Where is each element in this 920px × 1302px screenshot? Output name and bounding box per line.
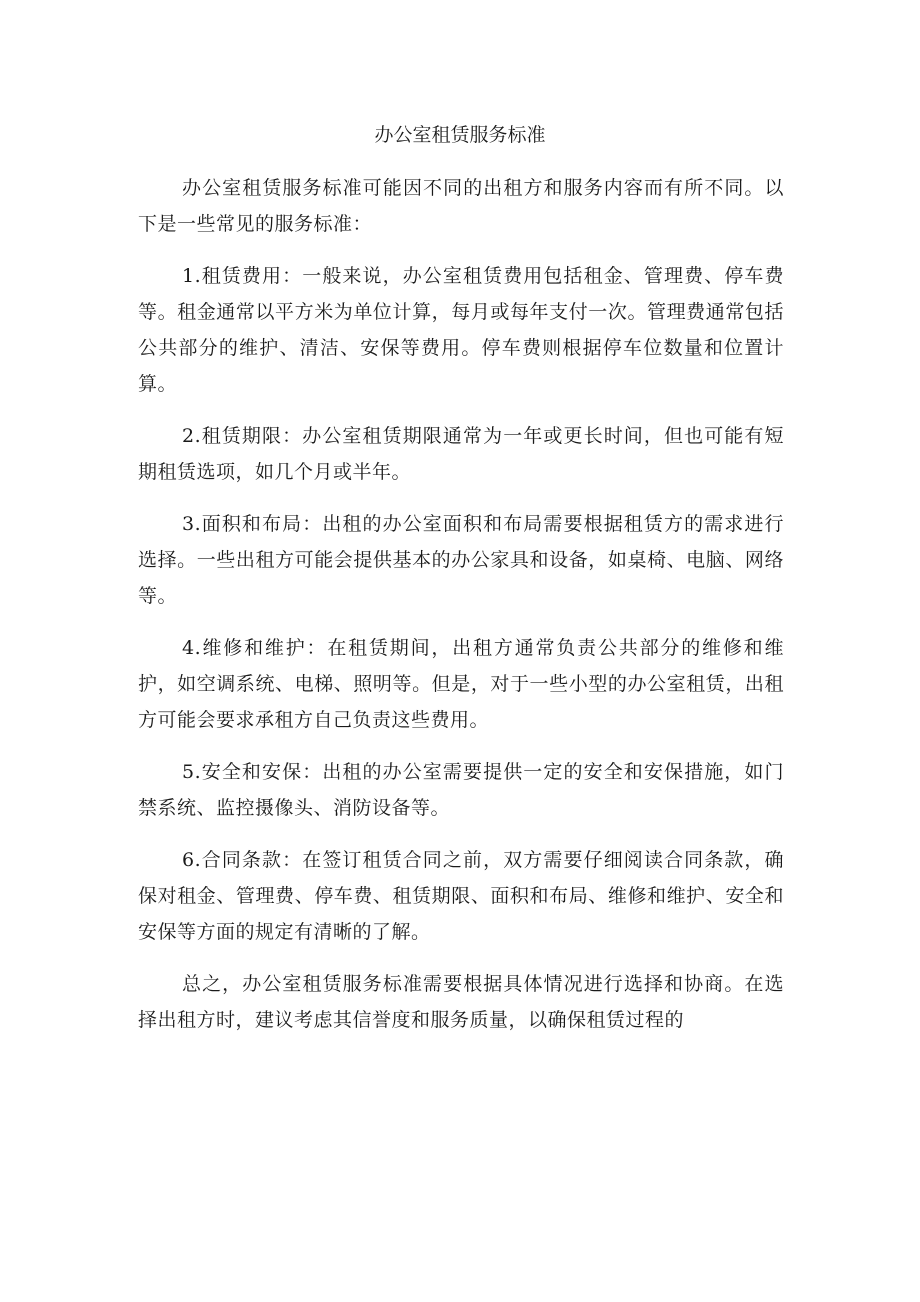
paragraph-contract-terms: 6.合同条款：在签订租赁合同之前，双方需要仔细阅读合同条款，确保对租金、管理费、停车费、租赁期限、面积和布局、维修和维护、安全和安保等方面的规定有清晰的了解。 <box>138 849 784 943</box>
paragraph-intro: 办公室租赁服务标准可能因不同的出租方和服务内容而有所不同。以下是一些常见的服务标准： <box>138 177 784 235</box>
document-body <box>138 170 784 1054</box>
paragraph-security: 5.安全和安保：出租的办公室需要提供一定的安全和安保措施，如门禁系统、监控摄像头、消防设备等。 <box>138 761 784 819</box>
paragraph-area-layout: 3.面积和布局：出租的办公室面积和布局需要根据租赁方的需求进行选择。一些出租方可能会提供基本的办公家具和设备，如桌椅、电脑、网络等。 <box>138 513 784 607</box>
paragraph-summary: 总之，办公室租赁服务标准需要根据具体情况进行选择和协商。在选择出租方时，建议考虑其信誉度和服务质量，以确保租赁过程的 <box>138 973 784 1031</box>
paragraph-lease-term: 2.租赁期限：办公室租赁期限通常为一年或更长时间，但也可能有短期租赁选项，如几个月或半年。 <box>138 425 784 483</box>
paragraph-maintenance: 4.维修和维护：在租赁期间，出租方通常负责公共部分的维修和维护，如空调系统、电梯、照明等。但是，对于一些小型的办公室租赁，出租方可能会要求承租方自己负责这些费用。 <box>138 637 784 731</box>
document-title: 办公室租赁服务标准 <box>374 124 546 146</box>
paragraph-rental-fees: 1.租赁费用：一般来说，办公室租赁费用包括租金、管理费、停车费等。租金通常以平方米为单位计算，每月或每年支付一次。管理费通常包括公共部分的维护、清洁、安保等费用。停车费则根据停车位数量和位置计算。 <box>138 265 784 395</box>
